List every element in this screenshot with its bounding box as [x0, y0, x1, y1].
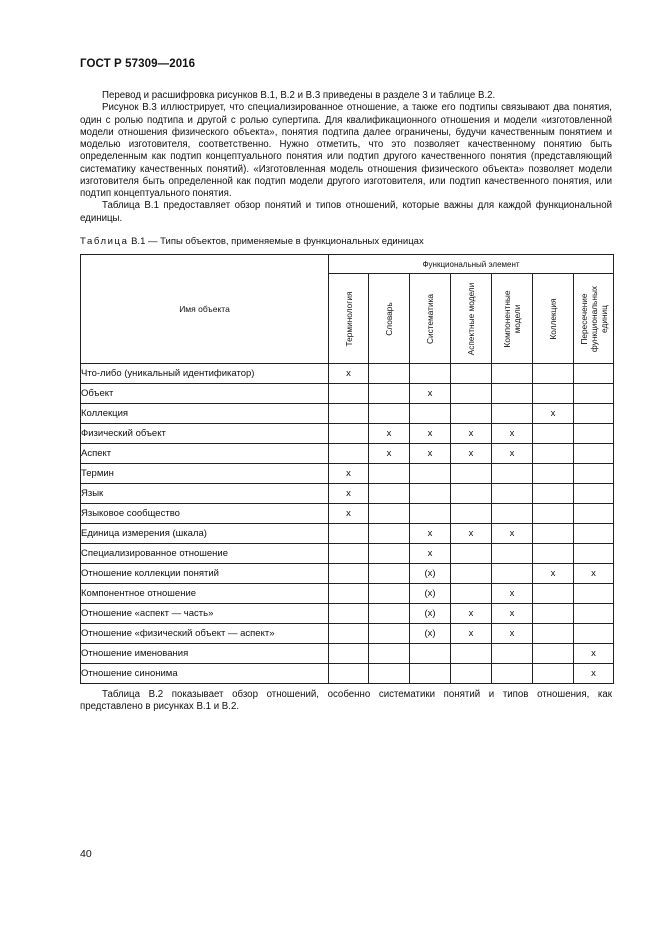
mark-cell-vocabulary	[369, 624, 410, 644]
mark-cell-vocabulary	[369, 464, 410, 484]
column-header-line: модели	[512, 304, 522, 333]
after-table-paragraph: Таблица В.2 показывает обзор отношений, особенно систематики понятий и типов отношения, как представлено в рисунках В.1 и В.2.	[80, 689, 612, 713]
column-header-line: Компонентные	[502, 290, 512, 347]
mark-cell-terminology: x	[329, 484, 369, 504]
column-header-label	[466, 282, 476, 355]
table-body	[81, 364, 614, 684]
table-row	[81, 424, 614, 444]
mark-cell-aspect-models	[451, 644, 492, 664]
mark-cell-component-models	[492, 664, 533, 684]
mark-cell-fu-intersection: x	[574, 564, 614, 584]
mark-cell-systematics: x	[410, 384, 451, 404]
column-header-line: Аспектные модели	[466, 282, 476, 355]
table-row	[81, 544, 614, 564]
table-caption-label: Таблица	[80, 236, 129, 247]
mark-cell-component-models	[492, 484, 533, 504]
mark-cell-component-models	[492, 564, 533, 584]
row-object-name: Язык	[81, 484, 329, 504]
column-header-line: Словарь	[384, 301, 394, 336]
table-header-row-1	[81, 255, 614, 274]
intro-paragraph-3: Таблица В.1 предоставляет обзор понятий и типов отношений, которые важны для каждой функциональной единицы.	[80, 200, 612, 224]
mark-cell-collection	[533, 644, 574, 664]
table-row	[81, 664, 614, 684]
column-header-line: функциональных	[588, 285, 599, 352]
mark-cell-fu-intersection: x	[574, 644, 614, 664]
mark-cell-fu-intersection	[574, 504, 614, 524]
mark-cell-systematics	[410, 504, 451, 524]
mark-cell-terminology	[329, 444, 369, 464]
mark-cell-systematics: x	[410, 524, 451, 544]
mark-cell-systematics: x	[410, 444, 451, 464]
column-header-component-models	[492, 274, 533, 364]
mark-cell-component-models	[492, 384, 533, 404]
mark-cell-collection	[533, 624, 574, 644]
column-header-line: Пересечение	[578, 292, 589, 345]
mark-cell-aspect-models: x	[451, 424, 492, 444]
table-row	[81, 404, 614, 424]
mark-cell-aspect-models	[451, 464, 492, 484]
mark-cell-fu-intersection	[574, 424, 614, 444]
mark-cell-vocabulary	[369, 364, 410, 384]
column-header-vocabulary	[369, 274, 410, 364]
page-number: 40	[80, 848, 92, 860]
row-object-name: Специализированное отношение	[81, 544, 329, 564]
mark-cell-collection	[533, 364, 574, 384]
row-object-name: Отношение «аспект — часть»	[81, 604, 329, 624]
mark-cell-fu-intersection	[574, 364, 614, 384]
row-object-name: Коллекция	[81, 404, 329, 424]
mark-cell-aspect-models: x	[451, 444, 492, 464]
mark-cell-aspect-models: x	[451, 624, 492, 644]
mark-cell-collection	[533, 504, 574, 524]
mark-cell-collection	[533, 484, 574, 504]
column-header-systematics	[410, 274, 451, 364]
intro-paragraph-1: Перевод и расшифровка рисунков В.1, В.2 и В.3 приведены в разделе 3 и таблице В.2.	[102, 90, 496, 101]
table-row	[81, 524, 614, 544]
mark-cell-component-models	[492, 404, 533, 424]
column-header-line: Коллекция	[548, 297, 558, 340]
mark-cell-systematics	[410, 404, 451, 424]
mark-cell-aspect-models	[451, 404, 492, 424]
mark-cell-vocabulary	[369, 584, 410, 604]
mark-cell-systematics	[410, 464, 451, 484]
table-caption-title: В.1 — Типы объектов, применяемые в функциональных единицах	[128, 236, 424, 247]
mark-cell-aspect-models	[451, 364, 492, 384]
mark-cell-component-models: x	[492, 604, 533, 624]
table-row	[81, 564, 614, 584]
table-row	[81, 644, 614, 664]
column-header-aspect-models	[451, 274, 492, 364]
mark-cell-systematics: (x)	[410, 584, 451, 604]
row-object-name: Термин	[81, 464, 329, 484]
mark-cell-aspect-models	[451, 664, 492, 684]
mark-cell-terminology	[329, 664, 369, 684]
mark-cell-systematics: (x)	[410, 604, 451, 624]
column-header-terminology	[329, 274, 369, 364]
mark-cell-fu-intersection	[574, 544, 614, 564]
mark-cell-fu-intersection	[574, 464, 614, 484]
mark-cell-aspect-models	[451, 544, 492, 564]
mark-cell-systematics: (x)	[410, 624, 451, 644]
mark-cell-systematics	[410, 644, 451, 664]
mark-cell-systematics	[410, 664, 451, 684]
mark-cell-aspect-models: x	[451, 604, 492, 624]
mark-cell-terminology	[329, 384, 369, 404]
mark-cell-fu-intersection	[574, 384, 614, 404]
mark-cell-aspect-models	[451, 504, 492, 524]
mark-cell-terminology: x	[329, 504, 369, 524]
mark-cell-collection: x	[533, 404, 574, 424]
column-header-label	[548, 298, 558, 339]
mark-cell-terminology	[329, 604, 369, 624]
object-types-table	[80, 254, 614, 684]
mark-cell-vocabulary	[369, 524, 410, 544]
mark-cell-terminology	[329, 644, 369, 664]
mark-cell-vocabulary	[369, 664, 410, 684]
mark-cell-terminology	[329, 584, 369, 604]
mark-cell-terminology	[329, 544, 369, 564]
mark-cell-terminology	[329, 524, 369, 544]
mark-cell-aspect-models	[451, 584, 492, 604]
mark-cell-vocabulary	[369, 404, 410, 424]
mark-cell-fu-intersection	[574, 484, 614, 504]
mark-cell-component-models	[492, 544, 533, 564]
table-row	[81, 584, 614, 604]
mark-cell-terminology	[329, 404, 369, 424]
mark-cell-systematics: x	[410, 424, 451, 444]
column-header-line: Систематика	[425, 293, 435, 344]
mark-cell-terminology: x	[329, 364, 369, 384]
mark-cell-collection	[533, 424, 574, 444]
mark-cell-vocabulary	[369, 564, 410, 584]
row-object-name: Отношение синонима	[81, 664, 329, 684]
mark-cell-terminology	[329, 624, 369, 644]
column-header-line: единиц	[598, 304, 609, 333]
mark-cell-component-models	[492, 364, 533, 384]
mark-cell-fu-intersection	[574, 584, 614, 604]
column-header-label	[344, 291, 354, 346]
mark-cell-aspect-models	[451, 384, 492, 404]
standard-code: ГОСТ Р 57309—2016	[80, 58, 196, 70]
row-object-name: Компонентное отношение	[81, 584, 329, 604]
mark-cell-vocabulary	[369, 544, 410, 564]
mark-cell-fu-intersection	[574, 604, 614, 624]
mark-cell-vocabulary: x	[369, 424, 410, 444]
mark-cell-collection	[533, 664, 574, 684]
mark-cell-vocabulary: x	[369, 444, 410, 464]
mark-cell-collection	[533, 464, 574, 484]
table-row	[81, 364, 614, 384]
mark-cell-vocabulary	[369, 504, 410, 524]
mark-cell-systematics	[410, 364, 451, 384]
mark-cell-aspect-models	[451, 564, 492, 584]
table-row	[81, 604, 614, 624]
mark-cell-component-models: x	[492, 624, 533, 644]
mark-cell-component-models	[492, 464, 533, 484]
table-row	[81, 464, 614, 484]
mark-cell-collection: x	[533, 564, 574, 584]
column-header-label	[425, 293, 435, 343]
intro-paragraph-2: Рисунок В.3 иллюстрирует, что специализированное отношение, а также его подтипы связывают два понятия, один с ролью подтипа и другой с ролью супертипа. Для квалификационного отношения и модели «изготовленной модели отношения физического объекта», понятия подтипа далее ограничены, будучи качественным понятием и моделью изготовителя, соответственно. Нужно отметить, что это позволяет качественному понятию быть определенным как подтип концептуального понятия или подтип другого качественного понятия (представляющий систематику качественных понятий). «Изготовленная модель отношения физического объекта» позволяет модели изготовителя быть определенной как подтип модели другого изготовителя, или подтип качественного понятия, или подтип концептуального понятия.	[80, 102, 612, 199]
mark-cell-collection	[533, 444, 574, 464]
mark-cell-collection	[533, 544, 574, 564]
mark-cell-systematics	[410, 484, 451, 504]
column-header-line: Терминология	[343, 291, 354, 346]
mark-cell-fu-intersection: x	[574, 664, 614, 684]
mark-cell-aspect-models: x	[451, 524, 492, 544]
mark-cell-terminology	[329, 564, 369, 584]
column-header-label	[579, 285, 609, 351]
mark-cell-component-models	[492, 644, 533, 664]
mark-cell-vocabulary	[369, 384, 410, 404]
row-object-name: Языковое сообщество	[81, 504, 329, 524]
mark-cell-component-models: x	[492, 424, 533, 444]
mark-cell-terminology	[329, 424, 369, 444]
mark-cell-fu-intersection	[574, 444, 614, 464]
mark-cell-fu-intersection	[574, 524, 614, 544]
mark-cell-component-models: x	[492, 524, 533, 544]
object-name-header: Имя объекта	[81, 255, 329, 364]
row-object-name: Отношение коллекции понятий	[81, 564, 329, 584]
after-table-text	[80, 689, 612, 714]
mark-cell-fu-intersection	[574, 404, 614, 424]
mark-cell-component-models: x	[492, 444, 533, 464]
mark-cell-component-models	[492, 504, 533, 524]
column-header-fu-intersection	[574, 274, 614, 364]
mark-cell-collection	[533, 604, 574, 624]
table-caption	[80, 236, 424, 247]
column-header-collection	[533, 274, 574, 364]
table-row	[81, 384, 614, 404]
row-object-name: Отношение именования	[81, 644, 329, 664]
intro-text	[80, 90, 612, 225]
mark-cell-collection	[533, 524, 574, 544]
functional-element-header: Функциональный элемент	[329, 255, 614, 274]
row-object-name: Что-либо (уникальный идентификатор)	[81, 364, 329, 384]
mark-cell-fu-intersection	[574, 624, 614, 644]
row-object-name: Аспект	[81, 444, 329, 464]
row-object-name: Физический объект	[81, 424, 329, 444]
mark-cell-collection	[533, 584, 574, 604]
mark-cell-vocabulary	[369, 604, 410, 624]
row-object-name: Единица измерения (шкала)	[81, 524, 329, 544]
mark-cell-systematics: (x)	[410, 564, 451, 584]
mark-cell-vocabulary	[369, 484, 410, 504]
mark-cell-systematics: x	[410, 544, 451, 564]
table-row	[81, 484, 614, 504]
column-header-label	[502, 290, 522, 347]
table-row	[81, 504, 614, 524]
table-row	[81, 444, 614, 464]
row-object-name: Объект	[81, 384, 329, 404]
mark-cell-collection	[533, 384, 574, 404]
mark-cell-component-models: x	[492, 584, 533, 604]
column-header-label	[384, 302, 394, 335]
row-object-name: Отношение «физический объект — аспект»	[81, 624, 329, 644]
table-row	[81, 624, 614, 644]
mark-cell-terminology: x	[329, 464, 369, 484]
mark-cell-vocabulary	[369, 644, 410, 664]
mark-cell-aspect-models	[451, 484, 492, 504]
